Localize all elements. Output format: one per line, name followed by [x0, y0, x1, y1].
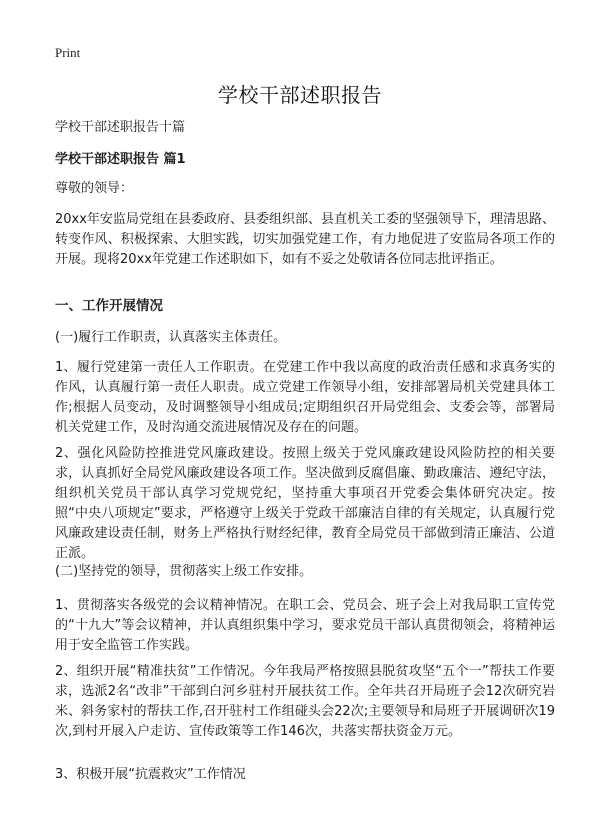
salutation: 尊敬的领导： [55, 181, 134, 196]
article-heading: 学校干部述职报告 篇1 [55, 152, 186, 167]
print-label: Print [55, 45, 81, 60]
body-paragraph: 1、履行党建第一责任人工作职责。在党建工作中我以高度的政治责任感和求真务实的作风，认真履行第一责任人职责。成立党建工作领导小组，安排部署局机关党建具体工作;根据人员变动，及时调整领导小组成员;定期组织召开局党组会、支委会等，部署局机关党建工作，及时沟通交流进展情况及存在的问题。 [55, 360, 555, 435]
body-paragraph: 3、积极开展“抗震救灾”工作情况 [55, 767, 246, 782]
body-paragraph: 2、强化风险防控推进党风廉政建设。按照上级关于党风廉政建设风险防控的相关要求，认真抓好全局党风廉政建设各项工作。坚决做到反腐倡廉、勤政廉洁、遵纪守法，组织机关党员干部认真学习党规党纪，坚持重大事项召开党委会集体研究决定。按照“中央八项规定”要求，严格遵守上级关于党政干部廉洁自律的有关规定，认真履行党风廉政建设责任制，财务上严格执行财经纪律，教育全局党员干部做到清正廉洁、公道正派。 [55, 446, 555, 561]
document-title: 学校干部述职报告 [218, 83, 382, 107]
body-paragraph: 2、组织开展“精准扶贫”工作情况。今年我局严格按照县脱贫攻坚“五个一”帮扶工作要求，选派2名“改非”干部到白河乡驻村开展扶贫工作。全年共召开局班子会12次研究岩米、斜务家村的帮扶工作,召开驻村工作组碰头会22次;主要领导和局班子开展调研次19次,到村开展入户走访、宣传政策等工作146次，共落实帮扶资金万元。 [55, 664, 555, 739]
subsection-heading: (二)坚持党的领导，贯彻落实上级工作安排。 [55, 564, 313, 579]
document-subtitle: 学校干部述职报告十篇 [55, 120, 186, 135]
section-heading: 一、工作开展情况 [55, 298, 163, 314]
intro-paragraph: 20xx年安监局党组在县委政府、县委组织部、县直机关工委的坚强领导下，理清思路、转变作风、积极探索、大胆实践，切实加强党建工作，有力地促进了安监局各项工作的开展。现将20xx年党建工作述职如下，如有不妥之处敬请各位同志批评指正。 [55, 212, 555, 267]
body-paragraph: 1、贯彻落实各级党的会议精神情况。在职工会、党员会、班子会上对我局职工宣传党的“十九大”等会议精神，并认真组织集中学习，要求党员干部认真贯彻领会，将精神运用于安全监管工作实践。 [55, 598, 555, 653]
subsection-heading: (一)履行工作职责，认真落实主体责任。 [55, 330, 287, 345]
